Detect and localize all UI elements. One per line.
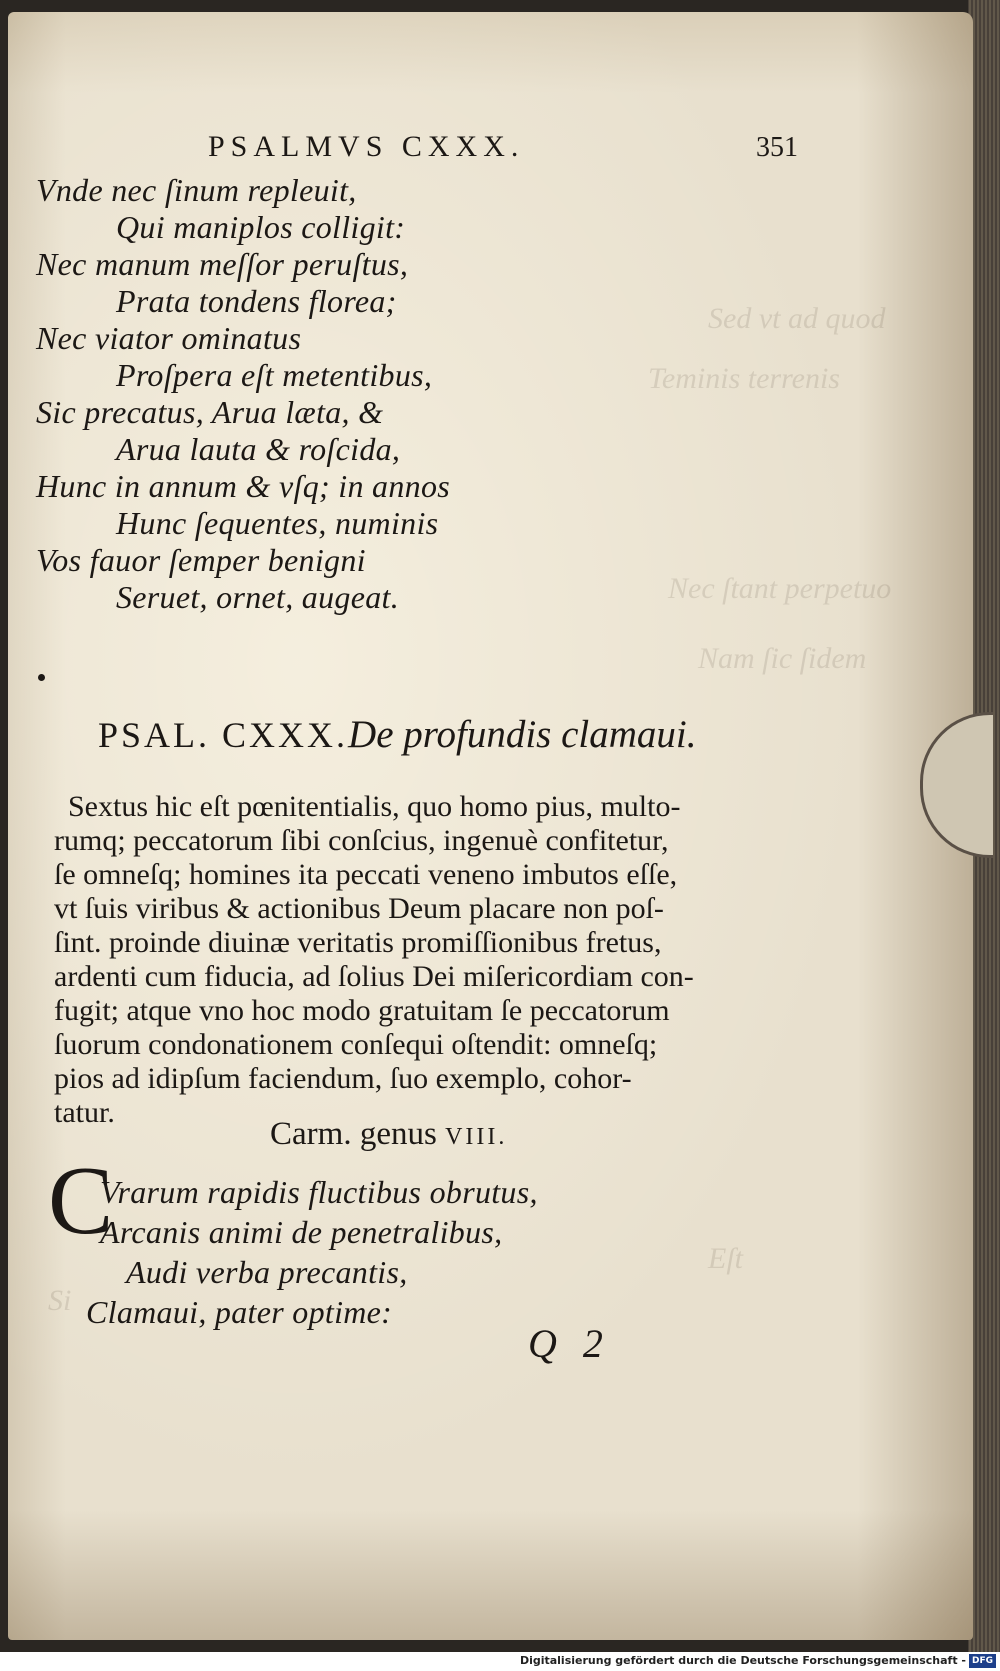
- verse-line: Prata tondens florea;: [116, 283, 397, 319]
- argument-line: fugit; atque vno hoc modo gratuitam ſe peccatorum: [54, 994, 670, 1027]
- verse-line: Qui maniplos colligit:: [116, 209, 406, 245]
- footer-credit: Digitalisierung gefördert durch die Deutsche Forschungsgemeinschaft -: [519, 1654, 966, 1667]
- poem-line: Audi verba precantis,: [126, 1254, 408, 1290]
- meter-numeral: VIII.: [445, 1124, 508, 1150]
- argument-line: vt ſuis viribus & actionibus Deum placare non poſ-: [54, 892, 664, 925]
- psalm-incipit: De profundis clamaui.: [348, 713, 697, 756]
- verse-line: Vnde nec ſinum repleuit,: [36, 172, 357, 208]
- digitization-footer: [0, 1652, 1000, 1671]
- argument-line: ſe omneſq; homines ita peccati veneno imbutos eſſe,: [54, 858, 678, 891]
- verse-line: Hunc in annum & vſq; in annos: [36, 468, 450, 504]
- bleed-through-text: Nec ſtant perpetuo: [668, 572, 892, 605]
- verse-line: Nec viator ominatus: [36, 320, 302, 356]
- poem-line: Vrarum rapidis fluctibus obrutus,: [100, 1174, 538, 1210]
- drop-cap: C: [48, 1147, 114, 1255]
- verse-line: Nec manum meſſor peruſtus,: [36, 246, 409, 282]
- page-number: 351: [756, 132, 798, 163]
- poem-line: Clamaui, pater optime:: [86, 1294, 393, 1330]
- argument-line: rumq; peccatorum ſibi conſcius, ingenuè confitetur,: [54, 824, 669, 857]
- poem-line: Arcanis animi de penetralibus,: [100, 1214, 503, 1250]
- argument-line: tatur.: [54, 1096, 115, 1129]
- psalm-number: PSAL. CXXX.: [98, 715, 349, 755]
- margin-mark: [38, 674, 45, 681]
- argument-line: ſuorum condonationem conſequi oſtendit: omneſq;: [54, 1028, 658, 1061]
- verse-line: Proſpera eſt metentibus,: [116, 357, 433, 393]
- psalm-title: [98, 712, 697, 757]
- meter-heading: [270, 1116, 507, 1153]
- book-page: [8, 12, 973, 1640]
- verse-line: Hunc ſequentes, numinis: [116, 505, 439, 541]
- verse-line: Vos fauor ſemper benigni: [36, 542, 366, 578]
- bleed-through-text: Si: [48, 1284, 72, 1317]
- bleed-through-text: Sed vt ad quod: [708, 302, 886, 335]
- running-title: PSALMVS CXXX.: [208, 130, 525, 163]
- verse-line: Seruet, ornet, augeat.: [116, 579, 399, 615]
- dfg-logo: DFG: [969, 1654, 996, 1668]
- argument-line: Sextus hic eſt pœnitentialis, quo homo pius, multo-: [68, 790, 681, 823]
- argument-line: pios ad idipſum faciendum, ſuo exemplo, cohor-: [54, 1062, 632, 1095]
- signature-mark: Q 2: [528, 1321, 611, 1366]
- bleed-through-text: Teminis terrenis: [648, 362, 840, 395]
- argument-line: ardenti cum fiducia, ad ſolius Dei miſericordiam con-: [54, 960, 694, 993]
- bleed-through-text: Eſt: [708, 1242, 743, 1275]
- meter-label: Carm. genus: [270, 1116, 437, 1152]
- argument-line: ſint. proinde diuinæ veritatis promiſſionibus fretus,: [54, 926, 662, 959]
- bleed-through-text: Nam ſic ſidem: [698, 642, 867, 675]
- verse-line: Arua lauta & roſcida,: [116, 431, 401, 467]
- verse-line: Sic precatus, Arua læta, &: [36, 394, 384, 430]
